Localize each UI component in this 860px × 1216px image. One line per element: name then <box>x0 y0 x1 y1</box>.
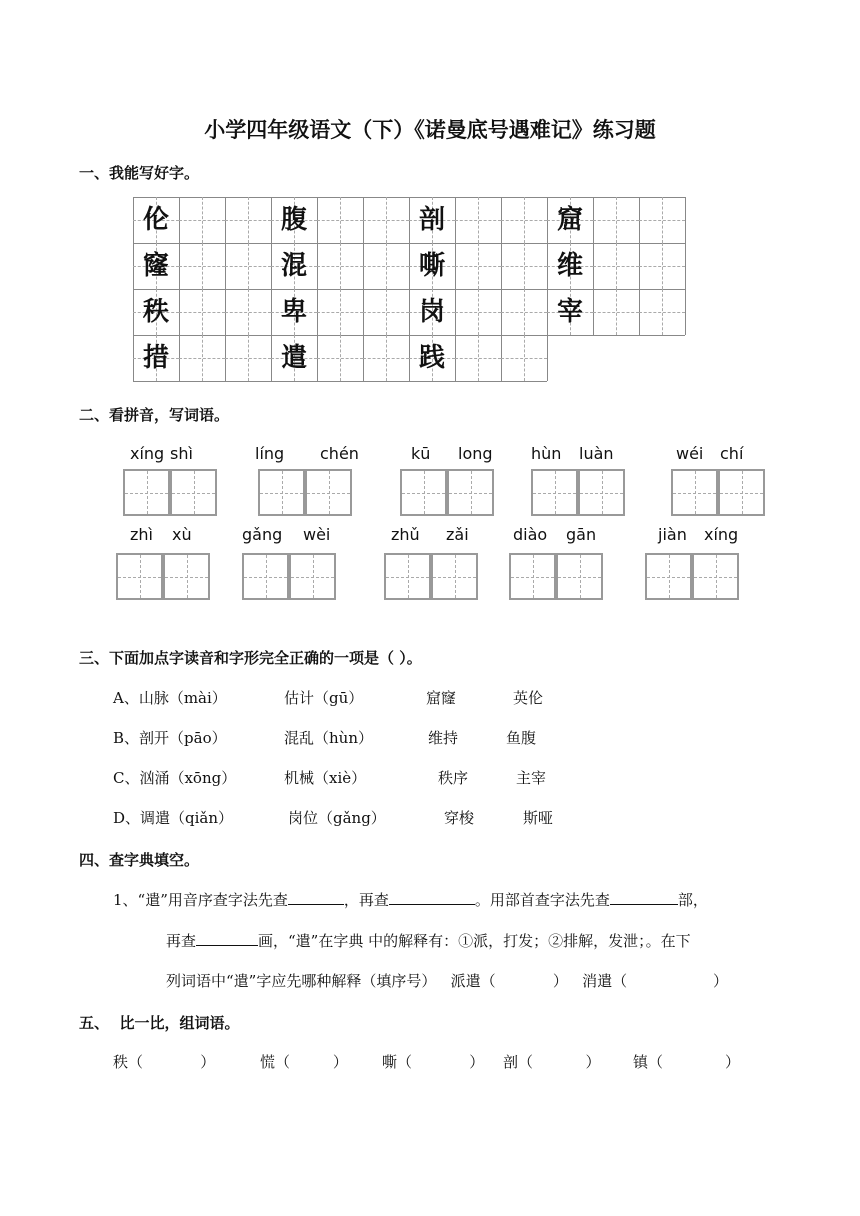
grid-guide <box>593 312 639 313</box>
line1-part-a: 1、“遣”用音序查字法先查 <box>113 891 288 909</box>
model-character: 宰 <box>556 297 583 327</box>
option-term: 估计（gū） <box>284 689 364 707</box>
grid-guide <box>363 358 409 359</box>
answer-box[interactable] <box>400 469 447 516</box>
grid-guide <box>501 312 547 313</box>
grid-guide <box>225 358 271 359</box>
model-character: 混 <box>280 251 307 281</box>
grid-guide <box>501 266 547 267</box>
line1-part-c: 。用部首查字法先查 <box>474 891 610 909</box>
answer-box[interactable] <box>384 553 431 600</box>
grid-guide <box>363 312 409 313</box>
grid-col-line <box>317 197 318 381</box>
compare-item: 嘶（ ） <box>382 1053 485 1071</box>
grid-guide <box>225 220 271 221</box>
compare-item: 秩（ ） <box>113 1053 216 1071</box>
model-character: 措 <box>142 343 169 373</box>
blank-3[interactable] <box>610 890 678 905</box>
grid-guide <box>363 266 409 267</box>
grid-col-line <box>685 197 686 335</box>
section-2-heading: 二、看拼音，写词语。 <box>79 406 230 424</box>
answer-box[interactable] <box>447 469 494 516</box>
pinyin-syllable: luàn <box>579 444 614 463</box>
option-term: 主宰 <box>516 769 547 787</box>
grid-guide <box>363 220 409 221</box>
model-character: 窟 <box>556 205 583 235</box>
grid-guide <box>455 266 501 267</box>
pinyin-syllable: diào <box>513 525 548 544</box>
section-1-heading: 一、我能写好字。 <box>79 164 200 182</box>
answer-box[interactable] <box>116 553 163 600</box>
grid-guide <box>317 358 363 359</box>
option-term: 岗位（gǎng） <box>288 809 386 827</box>
model-character: 嘶 <box>418 251 445 281</box>
option-label: C、汹涌（xōng） <box>113 769 237 787</box>
grid-guide <box>455 358 501 359</box>
grid-guide <box>179 358 225 359</box>
grid-col-line <box>179 197 180 381</box>
answer-box[interactable] <box>170 469 217 516</box>
grid-col-line <box>455 197 456 381</box>
grid-guide <box>639 312 685 313</box>
blank-4[interactable] <box>196 931 258 946</box>
pinyin-syllable: wèi <box>303 525 331 544</box>
pinyin-syllable: long <box>458 444 493 463</box>
pinyin-syllable: gān <box>566 525 597 544</box>
line2-part-b: 画，“遣”在字典 中的解释有：①派，打发；②排解，发泄；。在下 <box>258 932 691 950</box>
answer-box[interactable] <box>163 553 210 600</box>
pinyin-syllable: xíng <box>130 444 165 463</box>
section-4-line-2 <box>166 930 691 951</box>
model-character: 卑 <box>280 297 307 327</box>
answer-box[interactable] <box>692 553 739 600</box>
grid-col-line <box>501 197 502 381</box>
compare-item: 剖（ ） <box>503 1053 601 1071</box>
blank-2[interactable] <box>389 890 475 905</box>
pinyin-syllable: chén <box>320 444 359 463</box>
answer-box[interactable] <box>578 469 625 516</box>
line1-part-d: 部， <box>677 891 708 909</box>
section-4-heading: 四、查字典填空。 <box>79 851 200 869</box>
compare-item: 镇（ ） <box>633 1053 740 1071</box>
option-label: A、山脉（mài） <box>113 689 227 707</box>
pinyin-syllable: zǎi <box>446 525 469 544</box>
model-character: 伦 <box>142 205 169 235</box>
pinyin-syllable: chí <box>720 444 744 463</box>
model-character: 腹 <box>280 205 307 235</box>
grid-guide <box>179 312 225 313</box>
grid-guide <box>225 266 271 267</box>
pinyin-syllable: xù <box>172 525 192 544</box>
answer-box[interactable] <box>645 553 692 600</box>
section-4-line-3: 列词语中“遣”字应先哪种解释（填序号） 派遣（ ） 消遣（ ） <box>166 972 728 990</box>
grid-guide <box>317 312 363 313</box>
option-term: 机械（xiè） <box>284 769 367 787</box>
option-term: 斯哑 <box>523 809 554 827</box>
grid-guide <box>501 358 547 359</box>
grid-col-line <box>225 197 226 381</box>
answer-box[interactable] <box>258 469 305 516</box>
option-term: 鱼腹 <box>506 729 537 747</box>
option-term: 英伦 <box>513 689 544 707</box>
pinyin-syllable: líng <box>255 444 285 463</box>
grid-row-line <box>133 381 547 382</box>
model-character: 剖 <box>418 205 445 235</box>
grid-guide <box>455 220 501 221</box>
answer-box[interactable] <box>556 553 603 600</box>
answer-box[interactable] <box>289 553 336 600</box>
line1-part-b: ，再查 <box>343 891 389 909</box>
model-character: 践 <box>418 343 445 373</box>
answer-box[interactable] <box>242 553 289 600</box>
pinyin-syllable: wéi <box>676 444 704 463</box>
section-3-heading: 三、下面加点字读音和字形完全正确的一项是（ ）。 <box>79 649 422 667</box>
grid-guide <box>593 266 639 267</box>
pinyin-syllable: hùn <box>531 444 562 463</box>
model-character: 窿 <box>142 251 169 281</box>
model-character: 秩 <box>142 297 169 327</box>
answer-box[interactable] <box>123 469 170 516</box>
answer-box[interactable] <box>671 469 718 516</box>
option-term: 秩序 <box>438 769 469 787</box>
model-character: 遣 <box>280 343 307 373</box>
option-term: 窟窿 <box>426 689 457 707</box>
pinyin-syllable: kū <box>411 444 431 463</box>
page-title: 小学四年级语文（下）《诺曼底号遇难记》练习题 <box>204 118 656 142</box>
grid-guide <box>179 220 225 221</box>
grid-guide <box>317 266 363 267</box>
section-5-heading: 五、 比一比，组词语。 <box>79 1014 240 1032</box>
pinyin-syllable: zhǔ <box>391 525 420 544</box>
answer-box[interactable] <box>305 469 352 516</box>
answer-box[interactable] <box>531 469 578 516</box>
pinyin-syllable: zhì <box>130 525 153 544</box>
pinyin-syllable: jiàn <box>658 525 687 544</box>
option-term: 穿梭 <box>444 809 475 827</box>
grid-guide <box>455 312 501 313</box>
answer-box[interactable] <box>431 553 478 600</box>
pinyin-syllable: shì <box>170 444 193 463</box>
grid-guide <box>639 220 685 221</box>
model-character: 岗 <box>418 297 445 327</box>
option-label: B、剖开（pāo） <box>113 729 227 747</box>
grid-guide <box>639 266 685 267</box>
grid-guide <box>501 220 547 221</box>
option-label: D、调遣（qiǎn） <box>113 809 234 827</box>
model-character: 维 <box>556 251 583 281</box>
pinyin-syllable: xíng <box>704 525 739 544</box>
compare-item: 慌（ ） <box>260 1053 348 1071</box>
grid-guide <box>317 220 363 221</box>
option-term: 维持 <box>428 729 459 747</box>
pinyin-syllable: gǎng <box>242 525 283 544</box>
grid-guide <box>179 266 225 267</box>
grid-guide <box>225 312 271 313</box>
grid-guide <box>593 220 639 221</box>
grid-col-line <box>363 197 364 381</box>
line2-part-a: 再查 <box>166 932 197 950</box>
section-4-line-1 <box>113 889 708 910</box>
option-term: 混乱（hùn） <box>284 729 373 747</box>
blank-1[interactable] <box>288 890 344 905</box>
answer-box[interactable] <box>718 469 765 516</box>
answer-box[interactable] <box>509 553 556 600</box>
